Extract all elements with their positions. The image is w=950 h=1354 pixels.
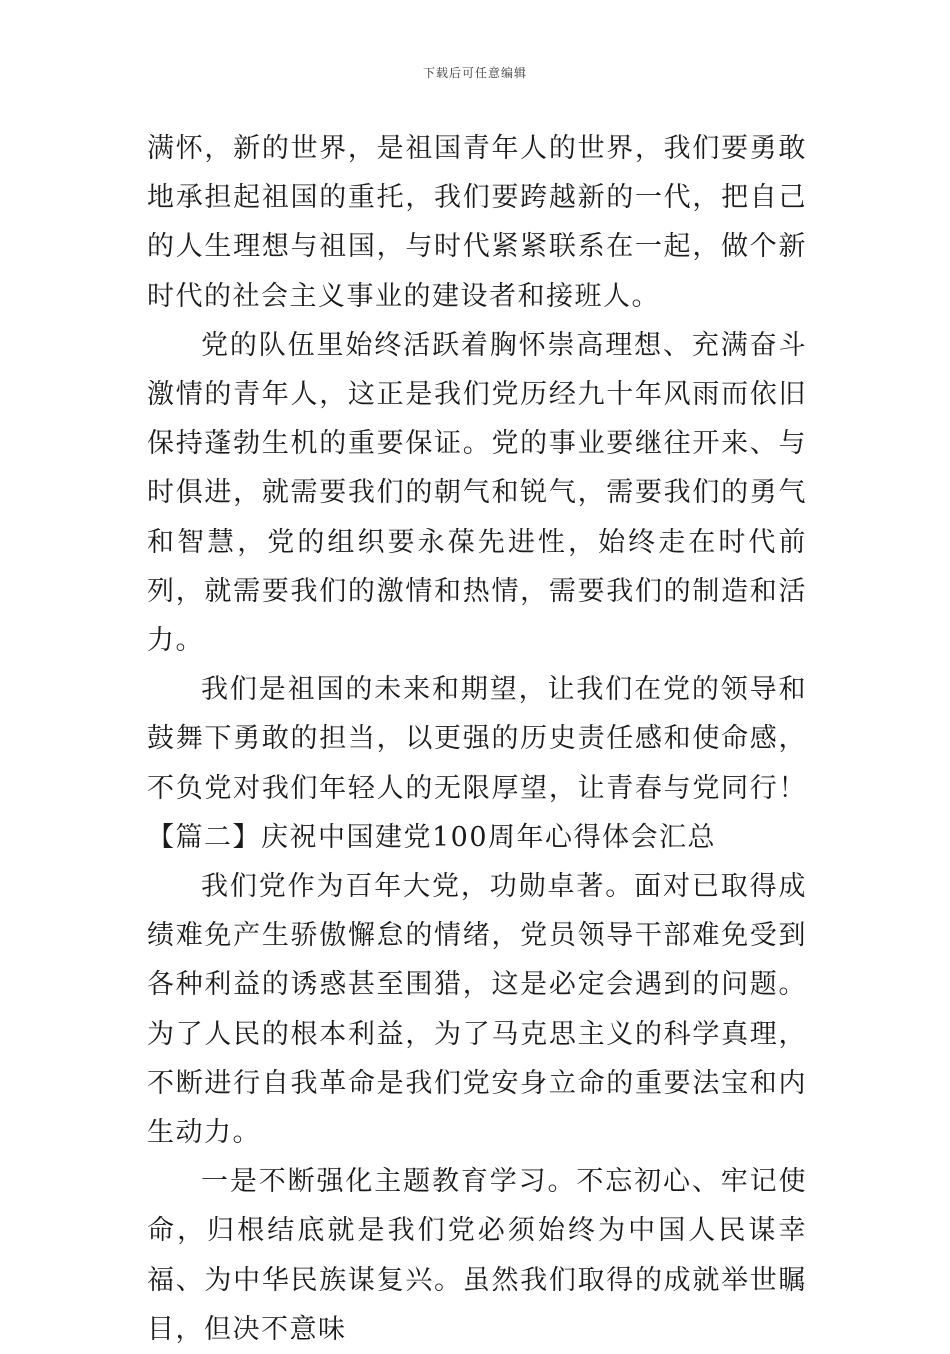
paragraph-continuation: 满怀，新的世界，是祖国青年人的世界，我们要勇敢地承担起祖国的重托，我们要跨越新的一代，把自己的人生理想与祖国，与时代紧紧联系在一起，做个新时代的社会主义事业的建设者和接班人。: [147, 133, 807, 312]
page-header: 下载后可任意编辑: [422, 66, 527, 80]
paragraph: 我们党作为百年大党，功勋卓著。面对已取得成绩难免产生骄傲懈怠的情绪，党员领导干部难免受到各种利益的诱惑甚至围猎，这是必定会遇到的问题。为了人民的根本利益，为了马克思主义的科学真理，不断进行自我革命是我们党安身立命的重要法宝和内生动力。: [147, 871, 807, 1149]
document-body: [147, 124, 807, 1354]
paragraph: 一是不断强化主题教育学习。不忘初心、牢记使命，归根结底就是我们党必须始终为中国人民谋幸福、为中华民族谋复兴。虽然我们取得的成就举世瞩目，但决不意味: [147, 1166, 807, 1345]
paragraph: 党的队伍里始终活跃着胸怀崇高理想、充满奋斗激情的青年人，这正是我们党历经九十年风雨而依旧保持蓬勃生机的重要保证。党的事业要继往开来、与时俱进，就需要我们的朝气和锐气，需要我们的勇气和智慧，党的组织要永葆先进性，始终走在时代前列，就需要我们的激情和热情，需要我们的制造和活力。: [147, 329, 807, 657]
paragraph: 我们是祖国的未来和期望，让我们在党的领导和鼓舞下勇敢的担当，以更强的历史责任感和使命感，不负党对我们年轻人的无限厚望，让青春与党同行！【篇二】庆祝中国建党100周年心得体会汇总: [147, 674, 807, 853]
